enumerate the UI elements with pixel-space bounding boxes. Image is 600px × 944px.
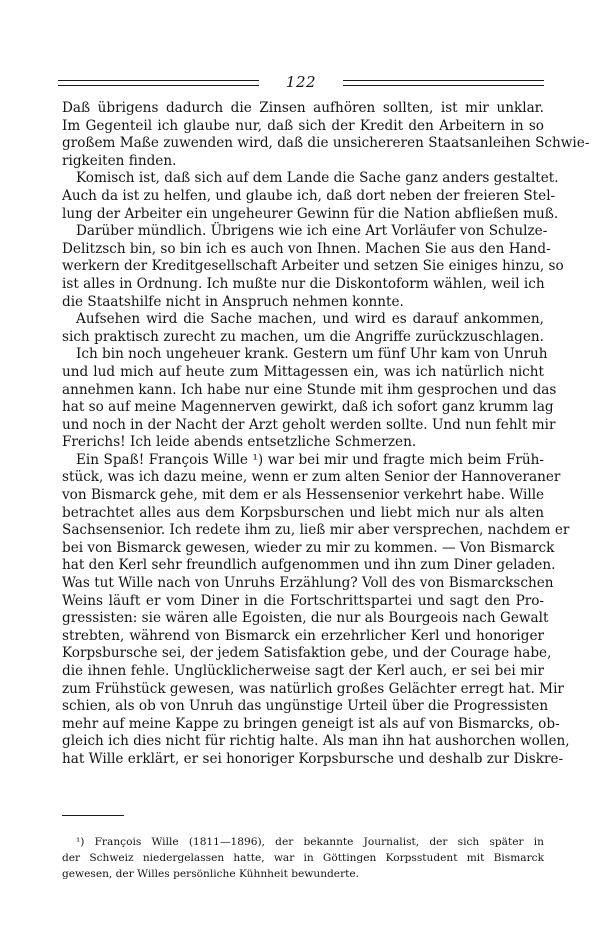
footnote-divider bbox=[62, 815, 124, 816]
text-line: die ihnen fehle. Unglücklicherweise sagt der Kerl auch, er sei bei mir bbox=[62, 663, 544, 679]
text-line: rigkeiten finden. bbox=[62, 152, 177, 169]
text-line: strebten, während von Bismarck ein erzehrlicher Kerl und honoriger bbox=[62, 627, 544, 644]
text-line: Frerichs! Ich leide abends entsetzliche Schmerzen. bbox=[62, 434, 417, 451]
text-line: schien, als ob von Unruh das ungünstige Urteil über die Progressisten bbox=[62, 698, 549, 715]
text-line: großem Maße zuwenden wird, daß die unsichereren Staatsanleihen Schwie- bbox=[62, 135, 590, 152]
text-line: Korpsbursche sei, der jedem Satisfaktion gebe, und der Courage habe, bbox=[62, 645, 552, 662]
footnote-line: der Schweiz niedergelassen hatte, war in Göttingen Korpsstudent mit Bismarck bbox=[62, 852, 544, 864]
text-line: Delitzsch bin, so bin ich es auch von Ihnen. Machen Sie aus den Hand- bbox=[62, 240, 551, 257]
text-line: lung der Arbeiter ein ungeheurer Gewinn für die Nation abfließen muß. bbox=[62, 205, 559, 222]
footnotes bbox=[62, 834, 544, 882]
page-header bbox=[58, 72, 544, 92]
text-line: sich praktisch zurecht zu machen, um die Angriffe zurückzuschlagen. bbox=[62, 328, 544, 345]
text-line: betrachtet alles aus dem Korpsburschen und liebt mich nur als alten bbox=[62, 504, 544, 521]
text-line: gleich ich dies nicht für richtig halte. Als man ihn hat aushorchen wollen, bbox=[62, 733, 570, 750]
text-line: von Bismarck gehe, mit dem er als Hessensenior verkehrt habe. Wille bbox=[62, 487, 545, 504]
text-line: stück, was ich dazu meine, wenn er zum alten Senior der Hannoveraner bbox=[62, 469, 561, 486]
text-line: ist alles in Ordnung. Ich mußte nur die Diskontoform wählen, weil ich bbox=[62, 275, 545, 292]
text-line: Aufsehen wird die Sache machen, und wird es darauf ankommen, bbox=[76, 311, 544, 328]
text-line: bei von Bismarck gewesen, wieder zu mir zu kommen. — Von Bismarck bbox=[62, 539, 555, 556]
text-line: gressisten: sie wären alle Egoisten, die nur als Bourgeois nach Gewalt bbox=[62, 610, 549, 627]
text-line: Daß übrigens dadurch die Zinsen aufhören sollten, ist mir unklar. bbox=[62, 100, 544, 116]
text-line: Komisch ist, daß sich auf dem Lande die Sache ganz anders gestaltet. bbox=[76, 170, 559, 187]
text-line: annehmen kann. Ich habe nur eine Stunde mit ihm gesprochen und das bbox=[62, 381, 557, 398]
text-line: Ich bin noch ungeheuer krank. Gestern um fünf Uhr kam von Unruh bbox=[76, 346, 548, 363]
text-line: und noch in der Nacht der Arzt geholt werden sollte. Und nun fehlt mir bbox=[62, 416, 556, 433]
text-line: Im Gegenteil ich glaube nur, daß sich der Kredit den Arbeitern in so bbox=[62, 117, 544, 134]
text-line: die Staatshilfe nicht in Anspruch nehmen konnte. bbox=[62, 293, 404, 310]
text-line: hat Wille erklärt, er sei honoriger Korpsbursche und deshalb zur Diskre- bbox=[62, 750, 564, 767]
text-line: mehr auf meine Kappe zu bringen geneigt ist als auf von Bismarcks, ob- bbox=[62, 715, 560, 732]
text-line: hat den Kerl sehr freundlich aufgenommen und ihn zum Diner geladen. bbox=[62, 557, 556, 574]
footnote-line: gewesen, der Willes persönliche Kühnheit bewunderte. bbox=[62, 868, 360, 880]
text-line: Was tut Wille nach von Unruhs Erzählung? Voll des von Bismarckschen bbox=[62, 575, 554, 592]
text-line: hat so auf meine Magennerven gewirkt, daß ich sofort ganz krumm lag bbox=[62, 399, 554, 416]
text-line: Auch da ist zu helfen, und glaube ich, daß dort neben der freieren Stel- bbox=[62, 187, 556, 204]
text-line: Sachsensenior. Ich redete ihm zu, ließ mir aber versprechen, nachdem er bbox=[62, 522, 570, 539]
page-number: 122 bbox=[285, 73, 317, 91]
text-line: Darüber mündlich. Übrigens wie ich eine Art Vorläufer von Schulze- bbox=[76, 223, 548, 240]
text-line: Weins läuft er vom Diner in die Fortschrittspartei und sagt den Pro- bbox=[62, 592, 544, 609]
text-line: werkern der Kreditgesellschaft Arbeiter und setzen Sie einiges hinzu, so bbox=[62, 258, 564, 275]
footnote-line: ¹) François Wille (1811—1896), der bekannte Journalist, der sich später in bbox=[76, 836, 544, 848]
body-text bbox=[62, 100, 590, 769]
text-line: zum Frühstück gewesen, was natürlich großes Gelächter erregt hat. Mir bbox=[62, 680, 564, 697]
header-rule-right bbox=[343, 80, 544, 86]
text-line: Ein Spaß! François Wille ¹) war bei mir und fragte mich beim Früh- bbox=[76, 451, 544, 468]
text-line: und lud mich auf heute zum Mittagessen ein, was ich natürlich nicht bbox=[62, 363, 544, 380]
